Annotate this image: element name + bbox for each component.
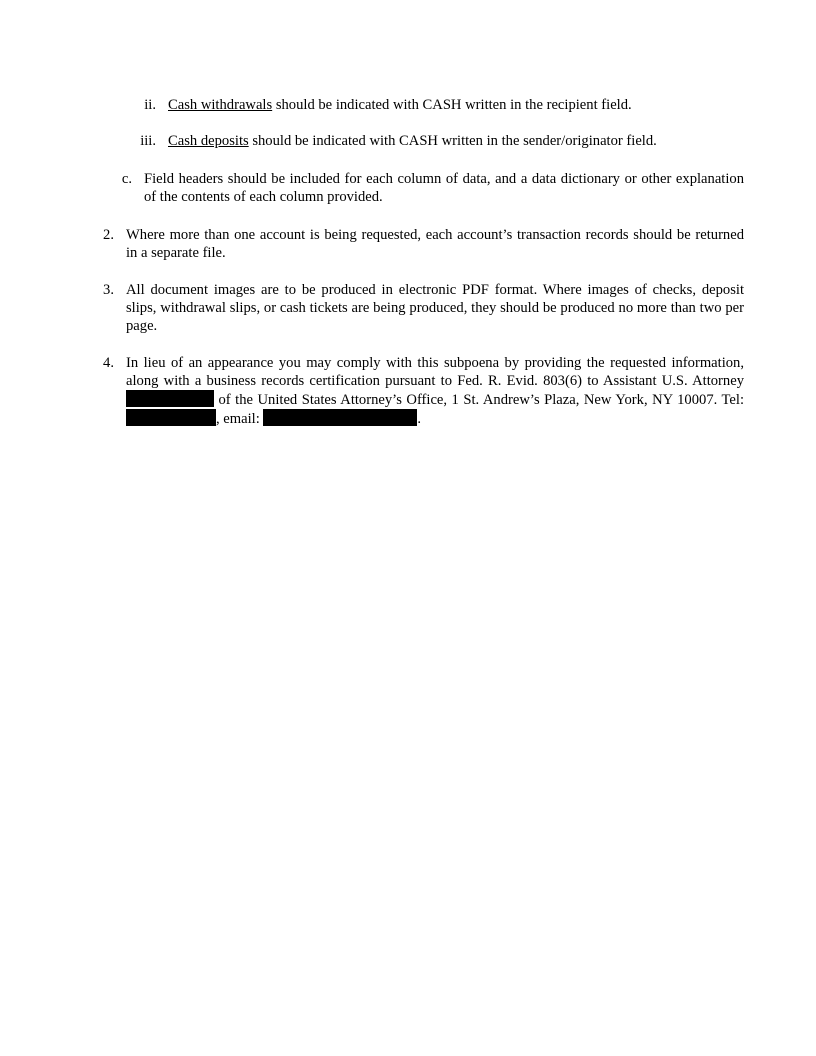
item-marker: 2. xyxy=(103,227,114,243)
subitem-marker: iii. xyxy=(140,133,156,149)
redacted-email xyxy=(263,409,417,426)
subitem-rest: should be indicated with CASH written in the recipient field. xyxy=(272,97,632,113)
subitem-marker: ii. xyxy=(144,97,156,113)
subitem-rest: should be indicated with CASH written in the sender/originator field. xyxy=(248,133,657,149)
item-4-part4: . xyxy=(417,411,422,427)
item-4-part1: In lieu of an appearance you may comply with this subpoena by providing the requested information, along with a business records certification pursuant to Fed. R. Evid. 803(6) to Assistant U.S. Attorney xyxy=(126,355,744,389)
cash-deposits-term: Cash deposits xyxy=(168,133,249,149)
redacted-telephone xyxy=(126,409,216,426)
item-marker: 4. xyxy=(103,355,114,371)
subitem-text xyxy=(168,132,748,150)
item-text: All document images are to be produced in electronic PDF format. Where images of checks, deposit slips, withdrawal slips, or cash tickets are being produced, they should be produced no more than two per page. xyxy=(126,282,744,334)
item-4-part2: of the United States Attorney’s Office, 1 St. Andrew’s Plaza, New York, NY 10007. Tel: xyxy=(214,392,744,408)
item-marker: 3. xyxy=(103,282,114,298)
item-marker: c. xyxy=(121,171,132,187)
item-text: Where more than one account is being requested, each account’s transaction records should be returned in a separate file. xyxy=(126,227,744,261)
subitem-text xyxy=(168,96,748,114)
item-4-part3: , email: xyxy=(216,411,264,427)
cash-withdrawals-term: Cash withdrawals xyxy=(168,97,273,113)
redacted-attorney-name xyxy=(126,390,214,407)
item-text: Field headers should be included for each column of data, and a data dictionary or other explanation of the contents of each column provided. xyxy=(144,171,744,205)
item-text xyxy=(126,354,744,428)
